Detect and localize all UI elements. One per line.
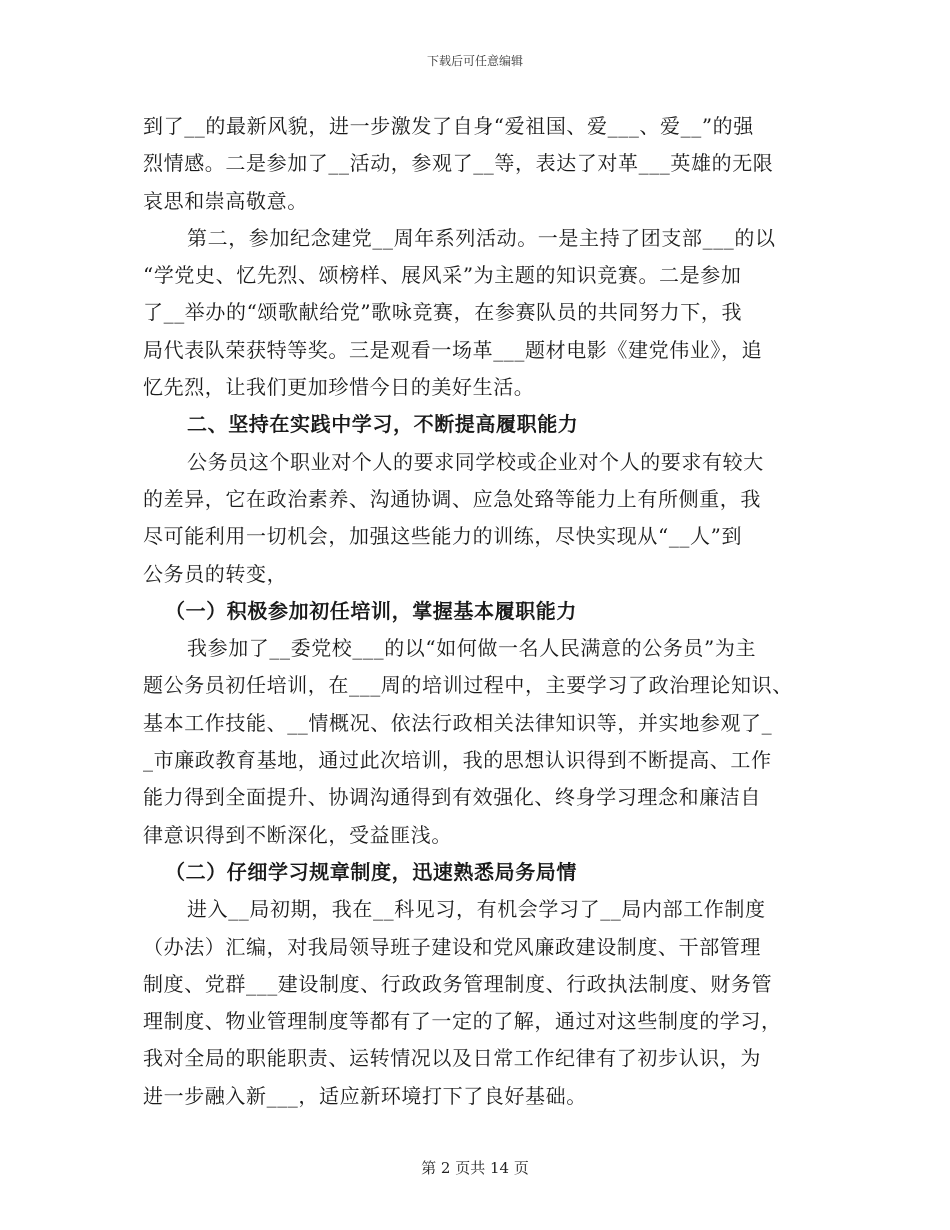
document-body bbox=[143, 108, 823, 1115]
text-line: 公务员的转变， bbox=[143, 561, 288, 586]
paragraph-start: 第二，参加纪念建党__周年系列活动。一是主持了团支部___的以 bbox=[187, 225, 776, 250]
paragraph-start: 我参加了__委党校___的以“如何做一名人民满意的公务员”为主 bbox=[187, 636, 757, 661]
text-line: “学党史、忆先烈、颂榜样、展风采”为主题的知识竞赛。二是参加 bbox=[143, 263, 742, 288]
subsection-heading: （二）仔细学习规章制度，迅速熟悉局务局情 bbox=[165, 859, 577, 884]
text-line: 能力得到全面提升、协调沟通得到有效强化、终身学习理念和廉洁自 bbox=[143, 785, 761, 810]
paragraph-start: 进入__局初期，我在__科见习，有机会学习了__局内部工作制度 bbox=[187, 897, 766, 922]
section-heading: 二、坚持在实践中学习，不断提高履职能力 bbox=[187, 412, 579, 437]
text-line: 基本工作技能、__情概况、依法行政相关法律知识等，并实地参观了_ bbox=[143, 710, 773, 735]
text-line: 烈情感。二是参加了__活动，参观了__等，表达了对革___英雄的无限 bbox=[143, 151, 774, 176]
text-line: 题公务员初任培训，在___周的培训过程中，主要学习了政治理论知识、 bbox=[143, 673, 793, 698]
text-line: _市廉政教育基地，通过此次培训，我的思想认识得到不断提高、工作 bbox=[143, 748, 772, 773]
text-line: 到了__的最新风貌，进一步激发了自身“爱祖国、爱___、爱__”的强 bbox=[143, 114, 754, 138]
text-line: 律意识得到不断深化，受益匪浅。 bbox=[143, 822, 452, 847]
subsection-heading: （一）积极参加初任培训，掌握基本履职能力 bbox=[165, 598, 577, 623]
page-header: 下载后可任意编辑 bbox=[426, 54, 523, 68]
text-line: 哀思和崇高敬意。 bbox=[143, 188, 308, 213]
text-line: 进一步融入新___，适应新环境打下了良好基础。 bbox=[143, 1083, 587, 1108]
text-line: 我对全局的职能职责、运转情况以及日常工作纪律有了初步认识，为 bbox=[143, 1046, 761, 1071]
paragraph-start: 公务员这个职业对个人的要求同学校或企业对个人的要求有较大 bbox=[187, 449, 764, 474]
text-line: 忆先烈，让我们更加珍惜今日的美好生活。 bbox=[143, 375, 535, 400]
text-line: （办法）汇编，对我局领导班子建设和党风廉政建设制度、干部管理 bbox=[143, 934, 761, 959]
text-line: 的差异，它在政治素养、沟通协调、应急处臵等能力上有所侧重，我 bbox=[143, 486, 761, 511]
page-footer: 第 2 页共 14 页 bbox=[421, 1159, 529, 1177]
text-line: 制度、党群___建设制度、行政政务管理制度、行政执法制度、财务管 bbox=[143, 971, 773, 996]
text-line: 理制度、物业管理制度等都有了一定的了解，通过对这些制度的学习， bbox=[143, 1009, 782, 1034]
text-line: 了__举办的“颂歌献给党”歌咏竞赛，在参赛队员的共同努力下，我 bbox=[143, 300, 743, 325]
text-line: 局代表队荣获特等奖。三是观看一场革___题材电影《建党伟业》，追 bbox=[143, 337, 763, 362]
text-line: 尽可能利用一切机会，加强这些能力的训练，尽快实现从“__人”到 bbox=[143, 524, 743, 549]
